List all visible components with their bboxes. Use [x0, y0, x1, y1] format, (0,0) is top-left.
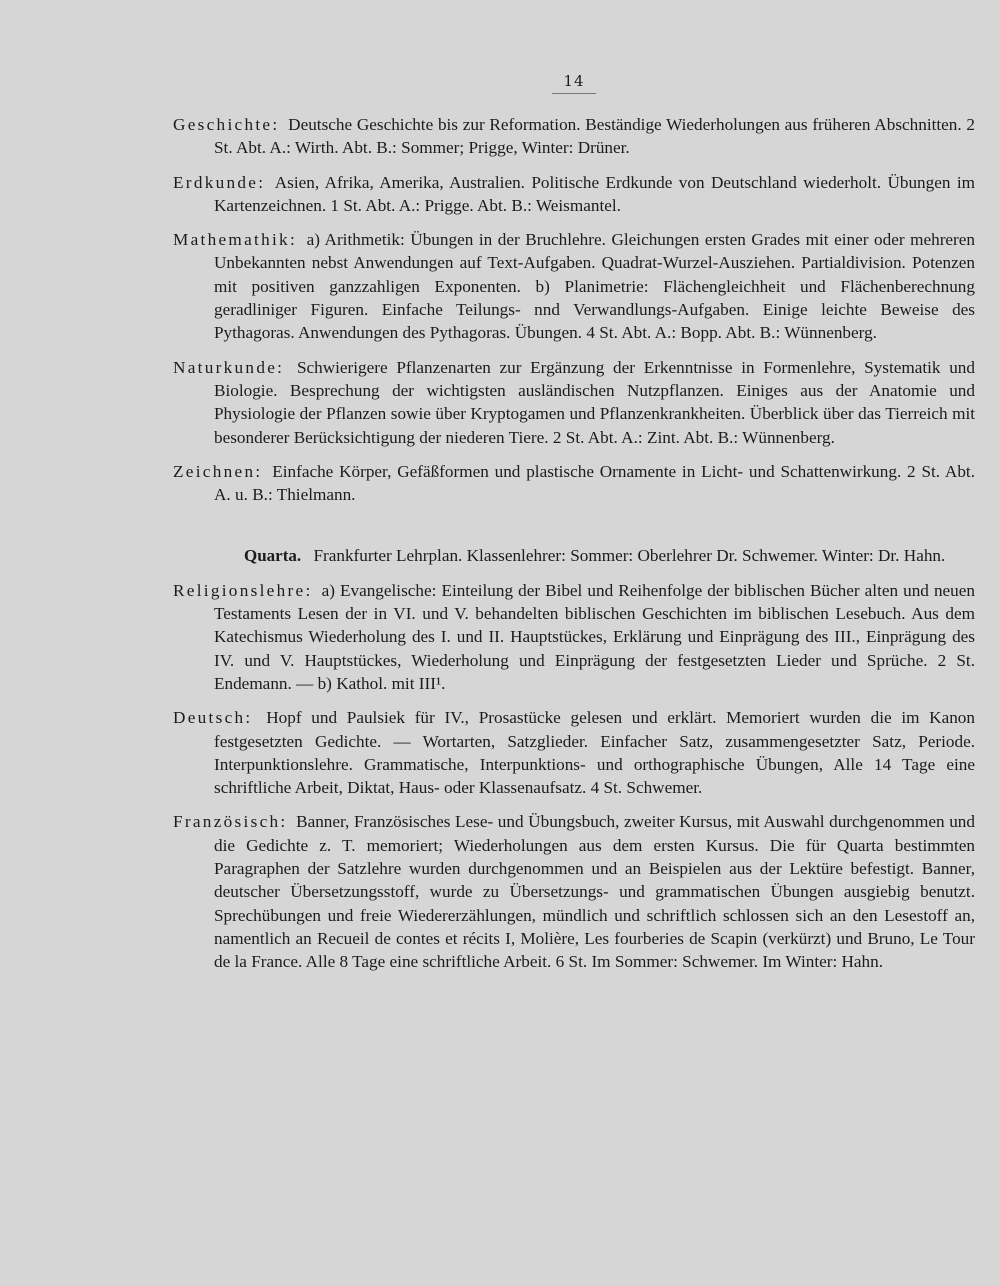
page-number: 14 [552, 72, 596, 94]
subject-label: Erdkunde: [173, 172, 266, 192]
entry-text: a) Arithmetik: Übungen in der Bruchlehre. Gleichungen ersten Grades mit einer oder mehreren Unbekannten nebst Anwendungen auf Text-Aufgaben. Quadrat-Wurzel-Ausziehen. Partialdivision. Potenzen mit positiven ganzzahligen Exponenten. b) Planimetrie: Flächengleichheit und Flächenberechnung geradliniger Figuren. Einfache Teilungs- nnd Verwandlungs-Aufgaben. Einige leichte Beweise des Pythagoras. Anwendungen des Pythagoras. Übungen. 4 St. Abt. A.: Bopp. Abt. B.: Wünnenberg. [214, 230, 976, 343]
entry-religionslehre [173, 579, 975, 695]
subject-label: Französisch: [173, 812, 288, 832]
subject-label: Geschichte: [173, 115, 280, 134]
entry-text: Asien, Afrika, Amerika, Australien. Politische Erdkunde von Deutschland wiederholt. Übungen im Kartenzeichnen. 1 St. Abt. A.: Prigge. Abt. B.: Weismantel. [214, 172, 975, 215]
entry-text: Banner, Französisches Lese- und Übungsbuch, zweiter Kursus, mit Auswahl durchgenommen und die Gedichte z. T. memoriert; Wiederholungen aus dem ersten Kursus. Die für Quarta bestimmten Paragraphen der Satzlehre wurden durchgenommen und an Beispielen aus der Lektüre befestigt. Banner, deutscher Übersetzungsstoff, wurde zu Übersetzungs- und grammatischen Übungen ausgiebig benutzt. Sprechübungen und freie Wiedererzählungen, mündlich und schriftlich schlossen sich an den Lesestoff an, namentlich an Recueil de contes et récits I, Molière, Les fourberies de Scapin (verkürzt) und Bruno, Le Tour de la France. Alle 8 Tage eine schriftliche Arbeit. 6 St. Im Sommer: Schwemer. Im Winter: Hahn. [214, 812, 975, 972]
entry-naturkunde [173, 356, 975, 449]
class-heading-quarta [244, 544, 975, 567]
entry-text: Deutsche Geschichte bis zur Reformation. Beständige Wiederholungen aus früheren Abschnitten. 2 St. Abt. A.: Wirth. Abt. B.: Sommer; Prigge, Winter: Drüner. [214, 115, 975, 158]
subject-label: Religionslehre: [173, 580, 313, 600]
entry-text: a) Evangelische: Einteilung der Bibel und Reihenfolge der biblischen Bücher alten und neuen Testaments Lesen der in VI. und V. behandelten biblischen Geschichten im biblischen Lesebuch. Aus dem Katechismus Wiederholung des I. und II. Hauptstückes, Erklärung und Einprägung des III., Einprägung des IV. und V. Hauptstückes, Wiederholung und Einprägung der festgesetzten Lieder und Sprüche. 2 St. Endemann. — b) Kathol. mit III¹. [214, 580, 975, 693]
subject-label: Zeichnen: [173, 461, 263, 481]
entry-franzoesisch [173, 810, 975, 973]
entry-text: Hopf und Paulsiek für IV., Prosastücke gelesen und erklärt. Memoriert wurden die im Kanon festgesetzten Gedichte. — Wortarten, Satzglieder. Einfacher Satz, zusammengesetzter Satz, Periode. Interpunktionslehre. Grammatische, Interpunktions- und orthographische Übungen, Alle 14 Tage eine schriftliche Arbeit, Diktat, Haus- oder Klassenaufsatz. 4 St. Schwemer. [214, 708, 975, 798]
entry-erdkunde [173, 171, 975, 218]
subject-label: Deutsch: [173, 708, 253, 728]
subject-label: Mathemathik: [173, 230, 298, 250]
entry-deutsch [173, 706, 975, 799]
entry-geschichte [173, 113, 975, 160]
subject-label: Naturkunde: [173, 357, 285, 377]
page-body [173, 113, 975, 985]
entry-text: Schwierigere Pflanzenarten zur Ergänzung der Erkenntnisse in Formenlehre, Systematik und Biologie. Besprechung der wichtigsten ausländischen Nutzpflanzen. Einiges aus der Anatomie und Physiologie der Pflanzen sowie über Kryptogamen und Pflanzenkrankheiten. Überblick über das Tierreich mit besonderer Berücksichtigung der niederen Tiere. 2 St. Abt. A.: Zint. Abt. B.: Wünnenberg. [214, 357, 975, 447]
class-heading-text: Frankfurter Lehrplan. Klassenlehrer: Sommer: Oberlehrer Dr. Schwemer. Winter: Dr. Hahn. [313, 546, 946, 566]
entry-zeichnen [173, 460, 975, 507]
class-name: Quarta. [244, 546, 302, 566]
entry-mathematik [173, 228, 975, 344]
entry-text: Einfache Körper, Gefäßformen und plastische Ornamente in Licht- und Schattenwirkung. 2 St. Abt. A. u. B.: Thielmann. [214, 461, 976, 505]
